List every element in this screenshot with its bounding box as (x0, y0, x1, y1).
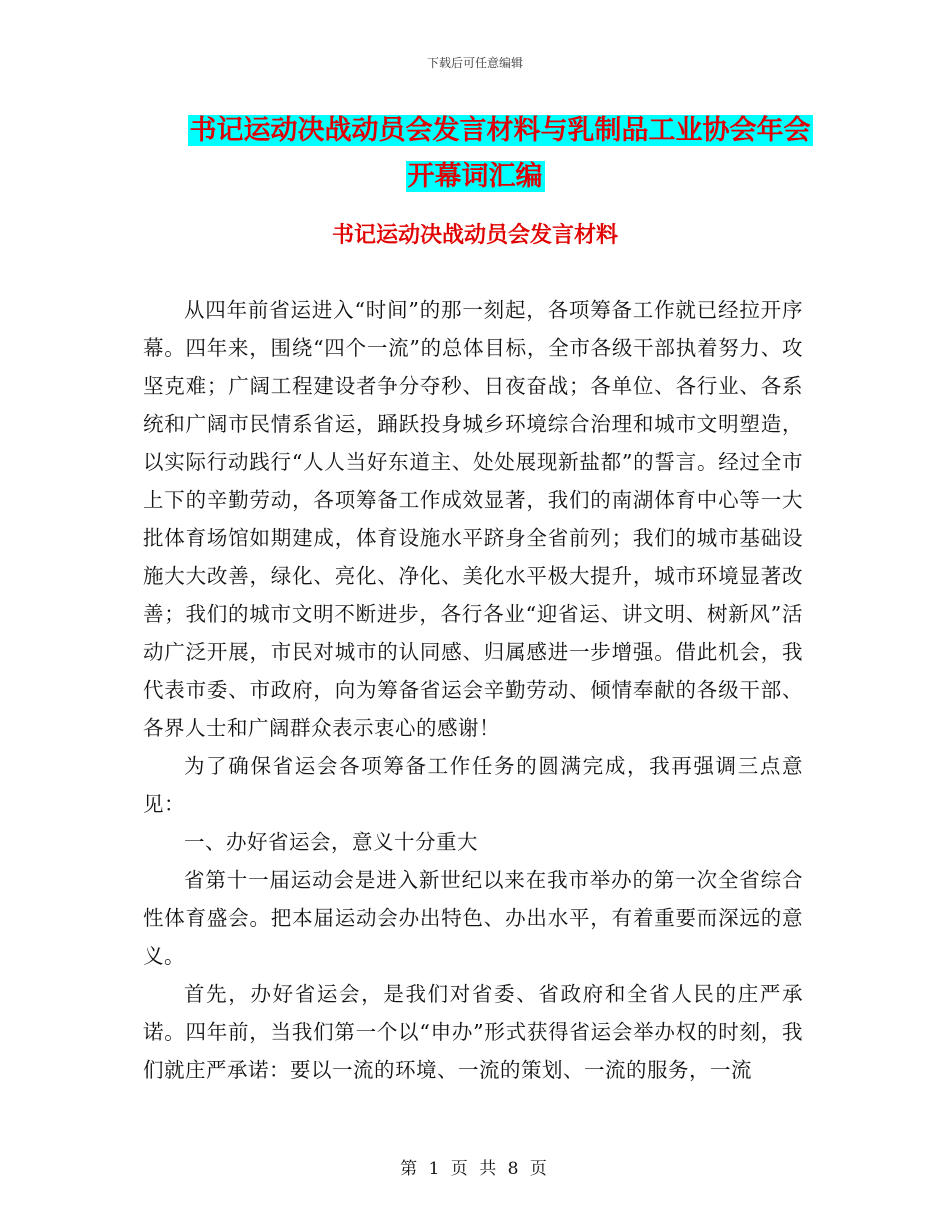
paragraph: 首先，办好省运会，是我们对省委、省政府和全省人民的庄严承诺。四年前，当我们第一个以“申办”形式获得省运会举办权的时刻，我们就庄严承诺：要以一流的环境、一流的策划、一流的服务，一流 (143, 982, 803, 1082)
document-title-line-1 (0, 108, 950, 154)
document-title-line-2 (0, 154, 950, 200)
paragraph: 省第十一届运动会是进入新世纪以来在我市举办的第一次全省综合性体育盛会。把本届运动会办出特色、办出水平，有着重要而深远的意义。 (143, 868, 803, 968)
page-number: 第 1 页 共 8 页 (400, 1159, 550, 1179)
document-body (143, 291, 803, 1089)
document-title-line-2-text: 开幕词汇编 (407, 161, 543, 192)
paragraph: 从四年前省运进入“时间”的那一刻起，各项筹备工作就已经拉开序幕。四年来，围绕“四个一流”的总体目标，全市各级干部执着努力、攻坚克难；广阔工程建设者争分夺秒、日夜奋战；各单位、各行业、各系统和广阔市民情系省运，踊跃投身城乡环境综合治理和城市文明塑造，以实际行动践行“人人当好东道主、处处展现新盐都”的誓言。经过全市上下的辛勤劳动，各项筹备工作成效显著，我们的南湖体育中心等一大批体育场馆如期建成，体育设施水平跻身全省前列；我们的城市基础设施大大改善，绿化、亮化、净化、美化水平极大提升，城市环境显著改善；我们的城市文明不断进步，各行各业“迎省运、讲文明、树新风”活动广泛开展，市民对城市的认同感、归属感进一步增强。借此机会，我代表市委、市政府，向为筹备省运会辛勤劳动、倾情奉献的各级干部、各界人士和广阔群众表示衷心的感谢！ (143, 298, 803, 740)
paragraph-heading: 一、办好省运会，意义十分重大 (184, 830, 478, 854)
document-title-line-1-text: 书记运动决战动员会发言材料与乳制品工业协会年会 (189, 115, 811, 146)
section-title: 书记运动决战动员会发言材料 (331, 223, 618, 248)
paragraph: 为了确保省运会各项筹备工作任务的圆满完成，我再强调三点意见： (143, 754, 803, 816)
header-note: 下载后可任意编辑 (426, 56, 523, 70)
document-title (0, 108, 950, 200)
